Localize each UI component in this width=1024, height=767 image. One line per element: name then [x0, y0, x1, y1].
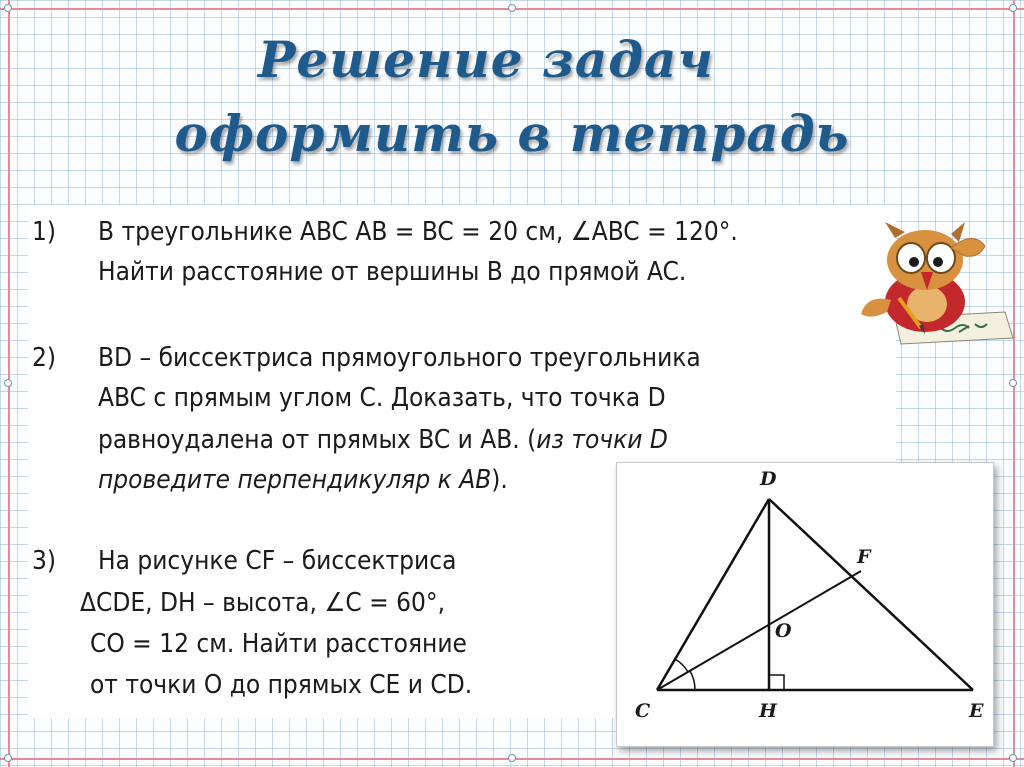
- problem-1-line2: Найти расстояние от вершины B до прямой AC.: [98, 257, 687, 287]
- triangle-diagram: [617, 463, 993, 746]
- frame-marker: [4, 4, 12, 12]
- point-label-c: C: [635, 700, 651, 722]
- triangle-figure: [616, 462, 994, 747]
- slide-title-line1: Решение задач: [257, 30, 715, 89]
- frame-marker: [1009, 754, 1017, 762]
- point-label-d: D: [760, 468, 777, 490]
- side-de: [769, 499, 973, 690]
- problem-2-line4: [98, 460, 508, 500]
- problem-2-line3-plain: равноудалена от прямых BC и AB. (: [98, 425, 537, 455]
- frame-marker: [4, 754, 12, 762]
- problem-3-line2: ΔCDE, DH – высота, ∠C = 60°,: [80, 588, 446, 618]
- side-cd: [657, 499, 769, 690]
- problem-2-line4-italic: проведите перпендикуляр к AB: [98, 465, 492, 495]
- problem-2-number: 2): [32, 343, 57, 373]
- problem-1-line1: В треугольнике ABC AB = BC = 20 см, ∠ABC = 120°.: [98, 217, 738, 247]
- owl-arm: [861, 299, 891, 317]
- owl-ear: [951, 222, 965, 242]
- problem-2-line4-end: ).: [491, 465, 508, 495]
- frame-marker: [1009, 4, 1017, 12]
- frame-marker: [1009, 379, 1017, 387]
- problem-3-number: 3): [32, 546, 57, 576]
- point-label-e: E: [969, 700, 984, 722]
- right-angle-mark: [769, 675, 784, 690]
- angle-arc-c: [675, 659, 688, 672]
- problem-2-line3: [98, 420, 668, 460]
- problem-3-line1: На рисунке CF – биссектриса: [98, 546, 457, 576]
- point-label-h: H: [759, 700, 777, 722]
- problem-3-line3: CO = 12 см. Найти расстояние: [90, 629, 467, 659]
- owl-pupil: [933, 257, 943, 267]
- problem-2-line3-italic: из точки D: [536, 425, 668, 455]
- frame-marker: [508, 754, 516, 762]
- frame-marker: [4, 379, 12, 387]
- problem-1-number: 1): [32, 217, 57, 247]
- slide-title-line2: оформить в тетрадь: [174, 104, 850, 163]
- owl-pupil: [909, 257, 919, 267]
- problem-2-line2: ABC с прямым углом C. Доказать, что точка D: [98, 383, 666, 413]
- owl-ear: [885, 222, 905, 238]
- problem-2-line1: BD – биссектриса прямоугольного треугольника: [98, 343, 701, 373]
- point-label-f: F: [857, 546, 871, 568]
- problem-3-line4: от точки O до прямых CE и CD.: [90, 670, 473, 700]
- owl-icon: [855, 220, 1023, 345]
- frame-marker: [508, 4, 516, 12]
- angle-arc-c: [690, 671, 695, 690]
- point-label-o: O: [775, 620, 792, 642]
